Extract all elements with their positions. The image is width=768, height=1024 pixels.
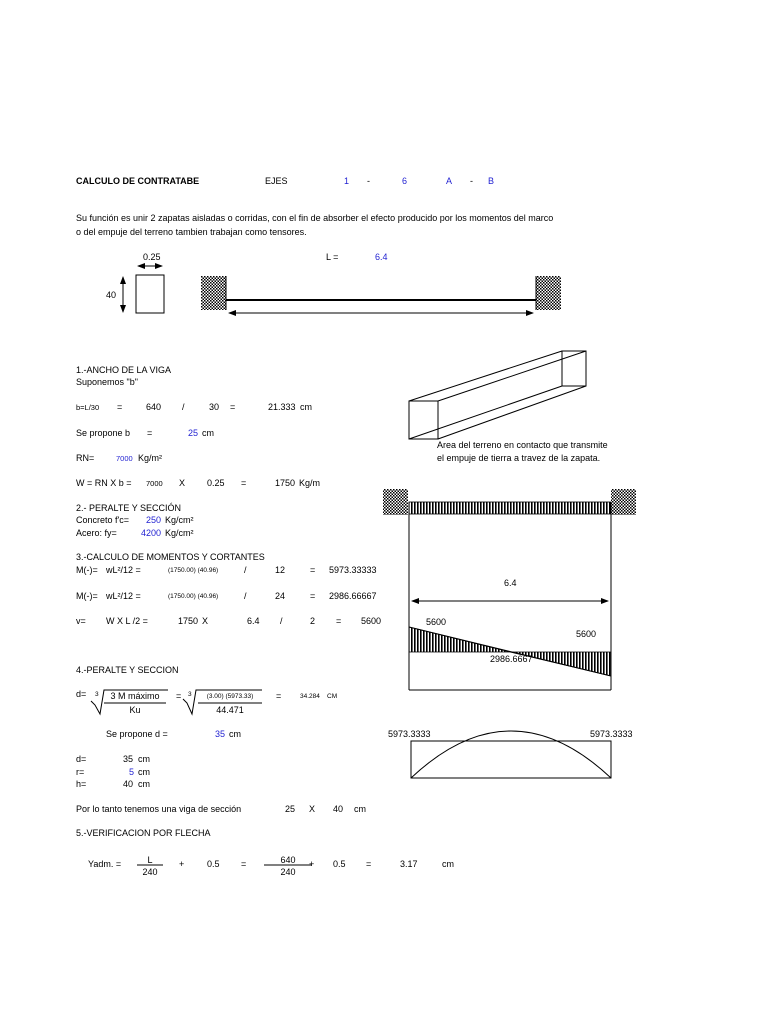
beam-elevation-figure bbox=[201, 276, 561, 313]
w-rn: 7000 bbox=[146, 479, 163, 488]
section-unit: cm bbox=[354, 804, 366, 814]
equals: = bbox=[241, 478, 247, 488]
v-label: v= bbox=[76, 616, 86, 626]
soil-contact-box-figure bbox=[409, 351, 586, 439]
equals: = bbox=[147, 428, 153, 438]
m2-formula: wL²/12 = bbox=[106, 591, 141, 601]
w-unit: Kg/m bbox=[299, 478, 321, 488]
equals: = bbox=[117, 402, 123, 412]
unit-cm: cm bbox=[138, 767, 150, 777]
v-formula: W X L /2 = bbox=[106, 616, 148, 626]
flecha-den-2: 240 bbox=[280, 867, 296, 877]
box-note-2: el empuje de tierra a travez de la zapata. bbox=[437, 453, 601, 463]
section-5-title: 5.-VERIFICACION POR FLECHA bbox=[76, 828, 211, 838]
equals: = bbox=[366, 859, 372, 869]
divide: / bbox=[182, 402, 185, 412]
numerator-values: (3.00) (5973.33) bbox=[206, 693, 254, 700]
m1-args: (1750.00) (40.96) bbox=[168, 567, 219, 574]
propose-b-value: 25 bbox=[188, 428, 199, 438]
section-height-label: 40 bbox=[106, 290, 117, 300]
w-label: W = RN X b = bbox=[76, 478, 132, 488]
equals: = bbox=[241, 859, 247, 869]
d-row-value: 35 bbox=[123, 754, 134, 764]
w-result: 1750 bbox=[275, 478, 296, 488]
d-unit: CM bbox=[327, 693, 338, 700]
b-formula: b=L/30 bbox=[76, 403, 100, 412]
fy-label: Acero: fy= bbox=[76, 528, 117, 538]
constant-2: 0.5 bbox=[333, 859, 346, 869]
d-row-label: d= bbox=[76, 754, 87, 764]
d-result: 34.284 bbox=[300, 693, 320, 700]
rn-value: 7000 bbox=[116, 454, 133, 463]
denominator-value: 44.471 bbox=[216, 705, 244, 715]
suppose-b: Suponemos "b" bbox=[76, 377, 138, 387]
section-2-title: 2.- PERALTE Y SECCIÓN bbox=[76, 503, 182, 513]
w-b: 0.25 bbox=[207, 478, 225, 488]
equals: = bbox=[310, 591, 316, 601]
m1-formula: wL²/12 = bbox=[106, 565, 141, 575]
fc-value: 250 bbox=[146, 515, 162, 525]
intro-line-1: Su función es unir 2 zapatas aisladas o corridas, con el fin de absorber el efecto producido por los momentos del marco bbox=[76, 213, 554, 223]
equals: = bbox=[310, 565, 316, 575]
value-30: 30 bbox=[209, 402, 220, 412]
section-h: 40 bbox=[333, 804, 344, 814]
propose-d-label: Se propone d = bbox=[106, 729, 168, 739]
propose-b-label: Se propone b bbox=[76, 428, 131, 438]
flecha-den-1: 240 bbox=[142, 867, 158, 877]
divide: / bbox=[244, 591, 247, 601]
v-divisor: 2 bbox=[310, 616, 316, 626]
unit-cm: cm bbox=[202, 428, 214, 438]
fy-unit: Kg/cm² bbox=[165, 528, 194, 538]
shear-left: 5600 bbox=[426, 617, 447, 627]
fc-label: Concreto f'c= bbox=[76, 515, 129, 525]
flecha-unit: cm bbox=[442, 859, 454, 869]
flecha-result: 3.17 bbox=[400, 859, 418, 869]
times: X bbox=[309, 804, 316, 814]
axis-a: A bbox=[446, 176, 453, 186]
divide: / bbox=[280, 616, 283, 626]
flecha-num-2: 640 bbox=[280, 855, 296, 865]
shear-right: 5600 bbox=[576, 629, 597, 639]
times: X bbox=[179, 478, 186, 488]
axis-b: B bbox=[488, 176, 495, 186]
shear-mid: 2986.6667 bbox=[490, 654, 533, 664]
axes-label: EJES bbox=[265, 176, 288, 186]
axis-dash: - bbox=[367, 176, 370, 186]
rn-unit: Kg/m² bbox=[138, 453, 163, 463]
section-width-label: 0.25 bbox=[143, 252, 161, 262]
equals: = bbox=[176, 691, 182, 701]
d-formula-label: d= bbox=[76, 689, 87, 699]
moment-right: 5973.3333 bbox=[590, 729, 633, 739]
section-4-title: 4.-PERALTE Y SECCION bbox=[76, 665, 179, 675]
v-l: 6.4 bbox=[247, 616, 260, 626]
intro-line-2: o del empuje del terreno tambien trabajan como tensores. bbox=[76, 227, 307, 237]
divide: / bbox=[244, 565, 247, 575]
equals: = bbox=[230, 402, 236, 412]
equals: = bbox=[276, 691, 282, 701]
propose-d-unit: cm bbox=[229, 729, 241, 739]
propose-d-value: 35 bbox=[215, 729, 226, 739]
moment-diagram bbox=[411, 731, 611, 778]
rn-label: RN= bbox=[76, 453, 95, 463]
formula-numerator: 3 M máximo bbox=[110, 691, 160, 701]
diagram-span: 6.4 bbox=[504, 578, 517, 588]
constant-1: 0.5 bbox=[207, 859, 220, 869]
cube-root-index: 3 bbox=[188, 691, 192, 698]
m2-result: 2986.66667 bbox=[329, 591, 377, 601]
unit-cm: cm bbox=[138, 779, 150, 789]
flecha-num-1: L bbox=[147, 855, 153, 865]
cube-root-index: 3 bbox=[95, 691, 99, 698]
cross-section-figure bbox=[123, 266, 164, 313]
formula-denominator: Ku bbox=[129, 705, 141, 715]
b-result: 21.333 bbox=[268, 402, 296, 412]
unit-cm: cm bbox=[300, 402, 312, 412]
section-3-title: 3.-CALCULO DE MOMENTOS Y CORTANTES bbox=[76, 552, 265, 562]
section-b: 25 bbox=[285, 804, 296, 814]
axis-dash-2: - bbox=[470, 176, 473, 186]
v-result: 5600 bbox=[361, 616, 382, 626]
section-summary: Por lo tanto tenemos una viga de sección bbox=[76, 804, 242, 814]
r-row-label: r= bbox=[76, 767, 85, 777]
box-note-1: Area del terreno en contacto que transmite bbox=[437, 440, 608, 450]
axis-to: 6 bbox=[402, 176, 408, 186]
moment-left: 5973.3333 bbox=[388, 729, 431, 739]
times: X bbox=[202, 616, 209, 626]
span-value: 6.4 bbox=[375, 252, 388, 262]
v-w: 1750 bbox=[178, 616, 199, 626]
unit-cm: cm bbox=[138, 754, 150, 764]
h-row-label: h= bbox=[76, 779, 87, 789]
span-label: L = bbox=[326, 252, 339, 262]
fy-value: 4200 bbox=[141, 528, 162, 538]
page-title: CALCULO DE CONTRATABE bbox=[76, 176, 200, 186]
m2-args: (1750.00) (40.96) bbox=[168, 593, 219, 600]
r-row-value: 5 bbox=[129, 767, 135, 777]
m2-divisor: 24 bbox=[275, 591, 286, 601]
value-640: 640 bbox=[146, 402, 162, 412]
m1-label: M(-)= bbox=[76, 565, 98, 575]
y-label: Yadm. = bbox=[88, 859, 122, 869]
m1-divisor: 12 bbox=[275, 565, 286, 575]
fc-unit: Kg/cm² bbox=[165, 515, 194, 525]
equals: = bbox=[336, 616, 342, 626]
m1-result: 5973.33333 bbox=[329, 565, 377, 575]
m2-label: M(-)= bbox=[76, 591, 98, 601]
plus: + bbox=[179, 859, 185, 869]
plus: + bbox=[309, 859, 315, 869]
section-1-title: 1.-ANCHO DE LA VIGA bbox=[76, 365, 172, 375]
axis-from: 1 bbox=[344, 176, 350, 186]
h-row-value: 40 bbox=[123, 779, 134, 789]
